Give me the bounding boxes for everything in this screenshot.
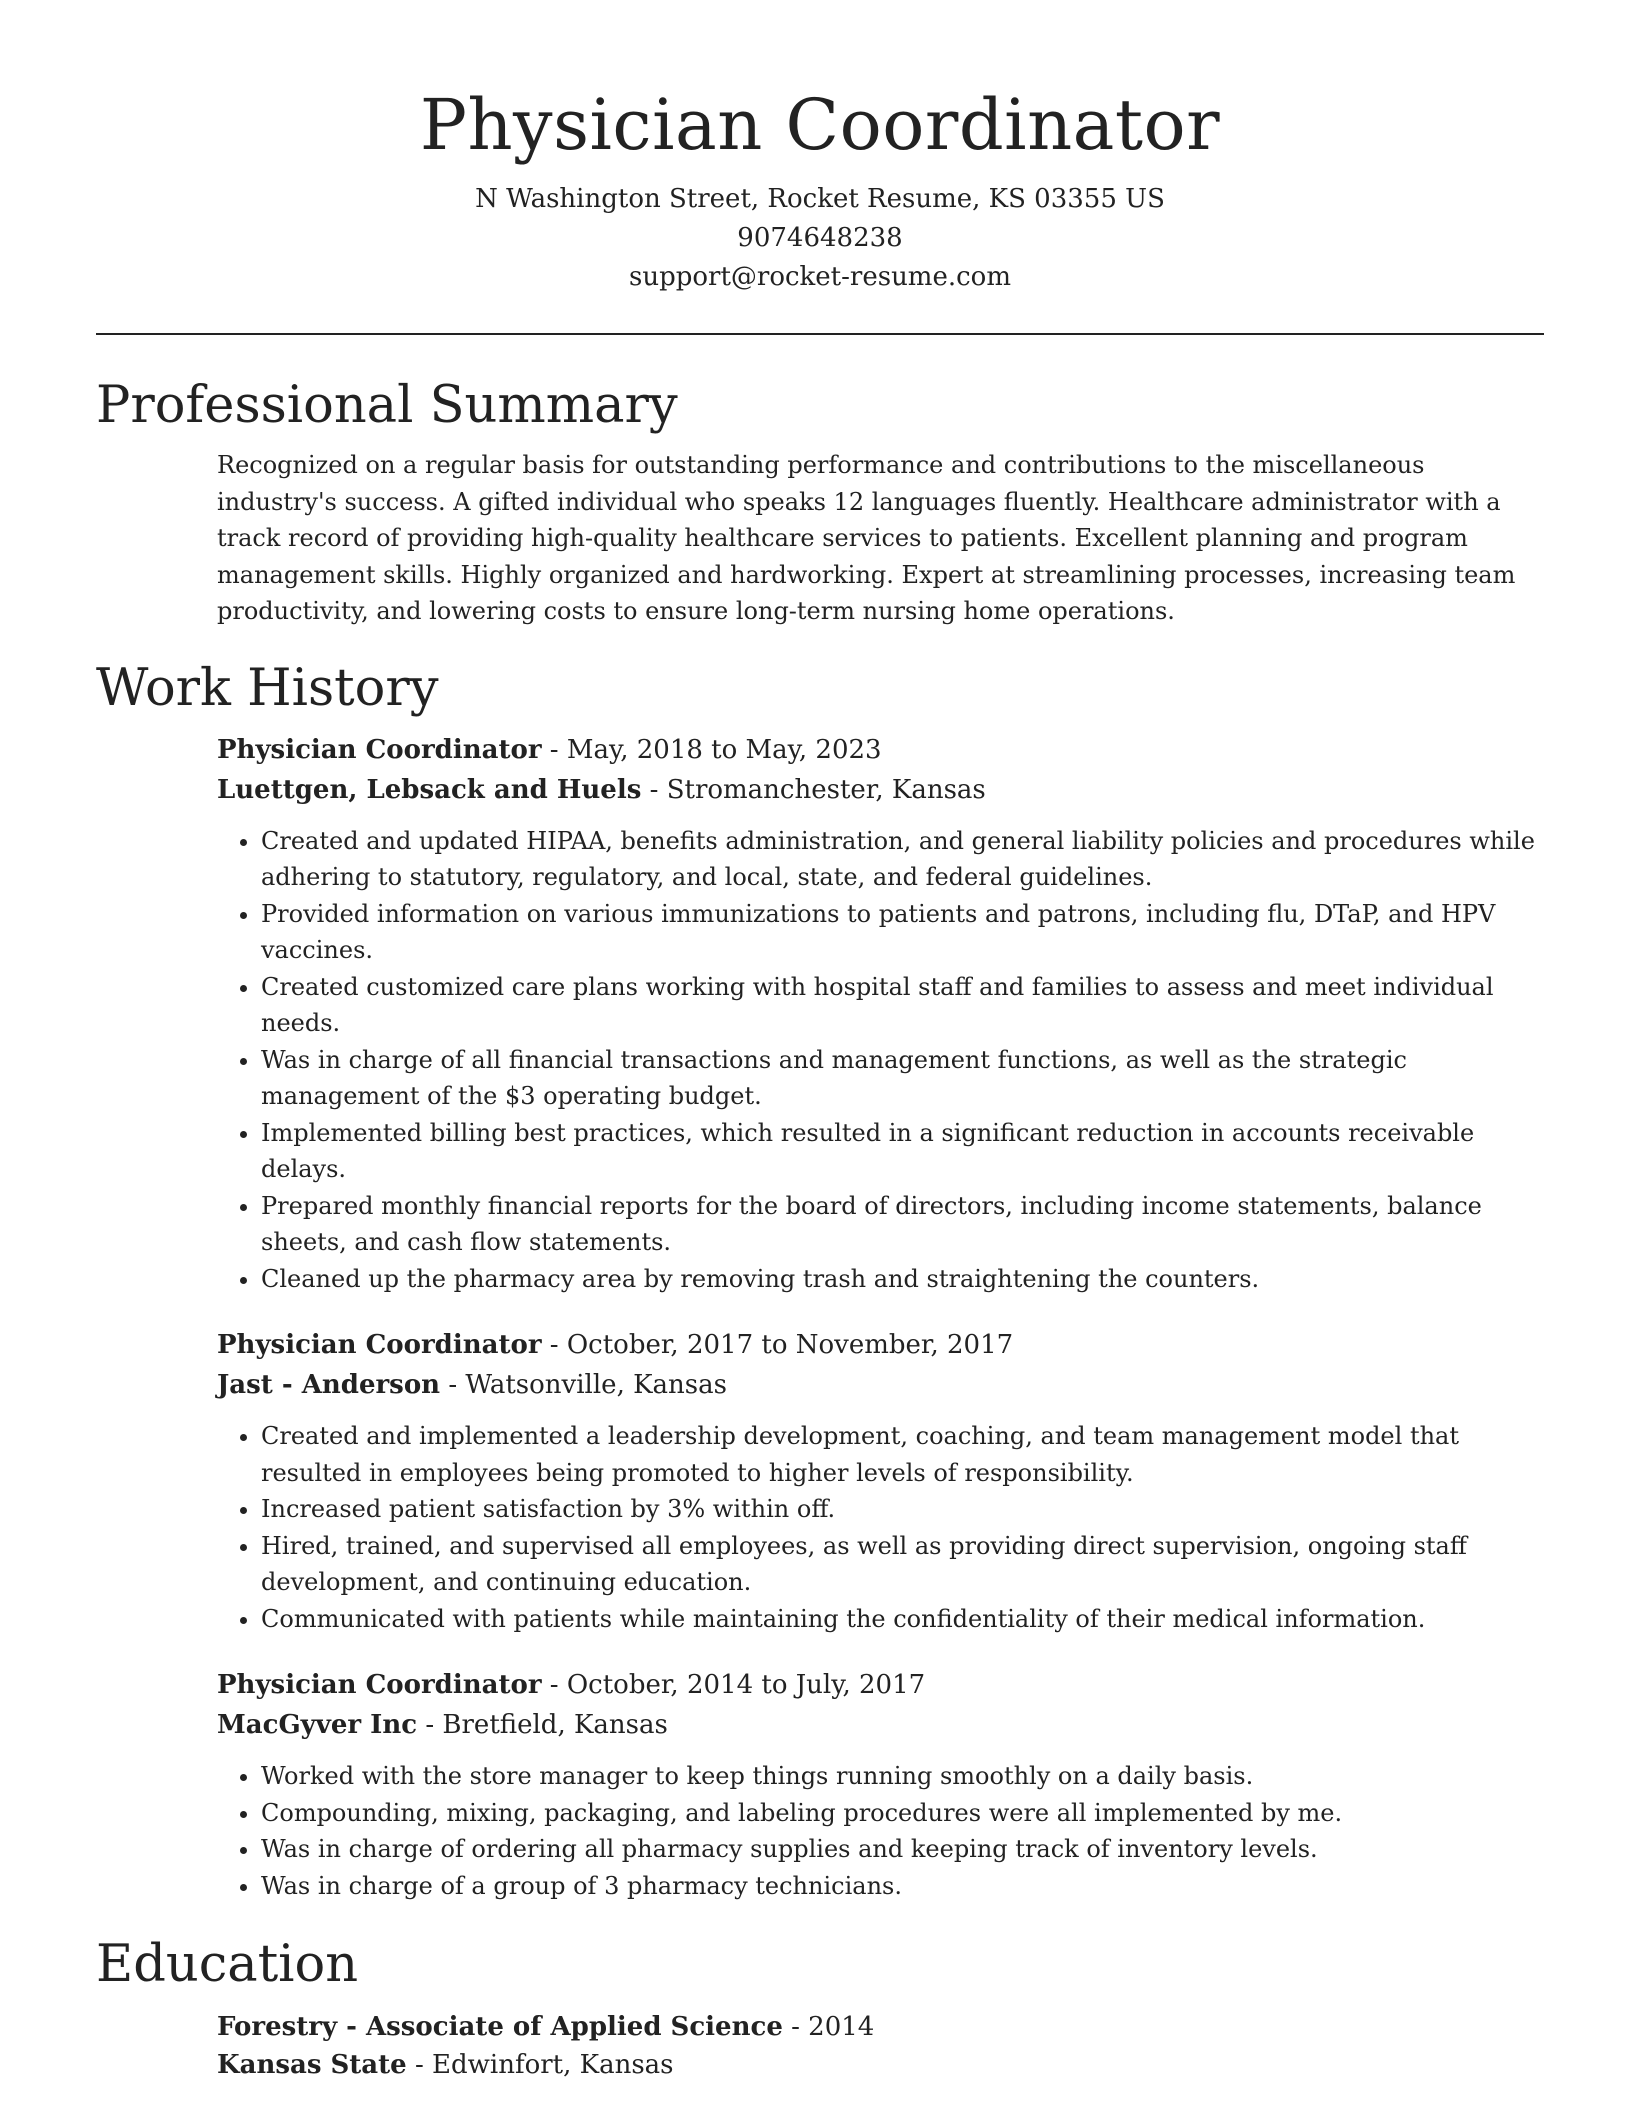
email: support@rocket-resume.com	[628, 262, 1011, 292]
education-school: Kansas State	[217, 2050, 407, 2080]
education-degree: Forestry - Associate of Applied Science	[217, 2012, 783, 2042]
job-location: - Bretfield, Kansas	[417, 1710, 668, 1740]
bullet-item: • Implemented billing best practices, which resulted in a significant reduction in accounts receivable delays.	[261, 1115, 1544, 1188]
bullet-item: • Created customized care plans working with hospital staff and families to assess and meet individual needs.	[261, 969, 1544, 1042]
bullet-item: • Increased patient satisfaction by 3% within off.	[261, 1491, 1544, 1528]
bullet-item: • Compounding, mixing, packaging, and labeling procedures were all implemented by me.	[261, 1795, 1544, 1832]
job-company-line	[217, 770, 1544, 810]
bullet-item: • Was in charge of a group of 3 pharmacy technicians.	[261, 1868, 1544, 1905]
job-company: Luettgen, Lebsack and Huels	[217, 774, 642, 805]
address: N Washington Street, Rocket Resume, KS 03355 US	[475, 184, 1165, 214]
job-bullets	[217, 823, 1544, 1298]
job-entry	[217, 730, 1544, 1298]
work-history-list	[217, 730, 1544, 1905]
education-entry	[217, 2008, 1544, 2084]
bullet-item: • Worked with the store manager to keep things running smoothly on a daily basis.	[261, 1758, 1544, 1795]
job-title-line	[217, 1665, 1544, 1705]
job-company-line	[217, 1365, 1544, 1405]
work-history-heading: Work History	[96, 658, 439, 718]
education-year: - 2014	[782, 2012, 875, 2042]
job-location: - Watsonville, Kansas	[440, 1370, 727, 1400]
bullet-item: • Was in charge of all financial transactions and management functions, as well as the strategic management of the $3 operating budget.	[261, 1042, 1544, 1115]
job-role: Physician Coordinator	[217, 734, 542, 765]
resume-header	[96, 0, 1544, 297]
header-divider	[96, 333, 1544, 335]
job-title-line	[217, 730, 1544, 770]
job-role: Physician Coordinator	[217, 1670, 542, 1700]
contact-block	[96, 180, 1544, 297]
job-entry	[217, 1325, 1544, 1637]
bullet-item: • Provided information on various immunizations to patients and patrons, including flu, DTaP, and HPV vaccines.	[261, 896, 1544, 969]
job-dates: - October, 2014 to July, 2017	[541, 1670, 926, 1700]
education-school-line	[217, 2046, 1544, 2084]
bullet-item: • Hired, trained, and supervised all employees, as well as providing direct supervision, ongoing staff development, and continuing education.	[261, 1528, 1544, 1601]
candidate-name: Physician Coordinator	[419, 84, 1221, 166]
job-title-line	[217, 1325, 1544, 1365]
job-bullets	[217, 1758, 1544, 1904]
education-heading: Education	[96, 1935, 359, 1994]
job-entry	[217, 1665, 1544, 1904]
education-degree-line	[217, 2008, 1544, 2046]
job-location: - Stromanchester, Kansas	[641, 774, 986, 805]
bullet-item: • Communicated with patients while maintaining the confidentiality of their medical information.	[261, 1601, 1544, 1638]
resume-page	[96, 0, 1544, 2084]
job-dates: - October, 2017 to November, 2017	[541, 1330, 1014, 1360]
job-dates: - May, 2018 to May, 2023	[541, 734, 882, 765]
bullet-item: • Cleaned up the pharmacy area by removing trash and straightening the counters.	[261, 1261, 1544, 1298]
phone: 9074648238	[737, 223, 903, 253]
summary-text: Recognized on a regular basis for outstanding performance and contributions to the miscellaneous industry's success. A gifted individual who speaks 12 languages fluently. Healthcare administrator with a track record of providing high-quality healthcare services to patients. Excellent planning and program management skills. Highly organized and hardworking. Expert at streamlining processes, increasing team productivity, and lowering costs to ensure long-term nursing home operations.	[217, 451, 1516, 625]
education-location: - Edwinfort, Kansas	[406, 2050, 674, 2080]
bullet-item: • Prepared monthly financial reports for the board of directors, including income statements, balance sheets, and cash flow statements.	[261, 1188, 1544, 1261]
job-bullets	[217, 1418, 1544, 1637]
bullet-item: • Created and implemented a leadership development, coaching, and team management model that resulted in employees being promoted to higher levels of responsibility.	[261, 1418, 1544, 1491]
bullet-item: • Was in charge of ordering all pharmacy supplies and keeping track of inventory levels.	[261, 1831, 1544, 1868]
job-company-line	[217, 1705, 1544, 1745]
job-company: Jast - Anderson	[217, 1370, 441, 1400]
job-role: Physician Coordinator	[217, 1330, 542, 1360]
bullet-item: • Created and updated HIPAA, benefits administration, and general liability policies and procedures while adhering to statutory, regulatory, and local, state, and federal guidelines.	[261, 823, 1544, 896]
job-company: MacGyver Inc	[217, 1710, 418, 1740]
summary-heading: Professional Summary	[96, 376, 678, 435]
